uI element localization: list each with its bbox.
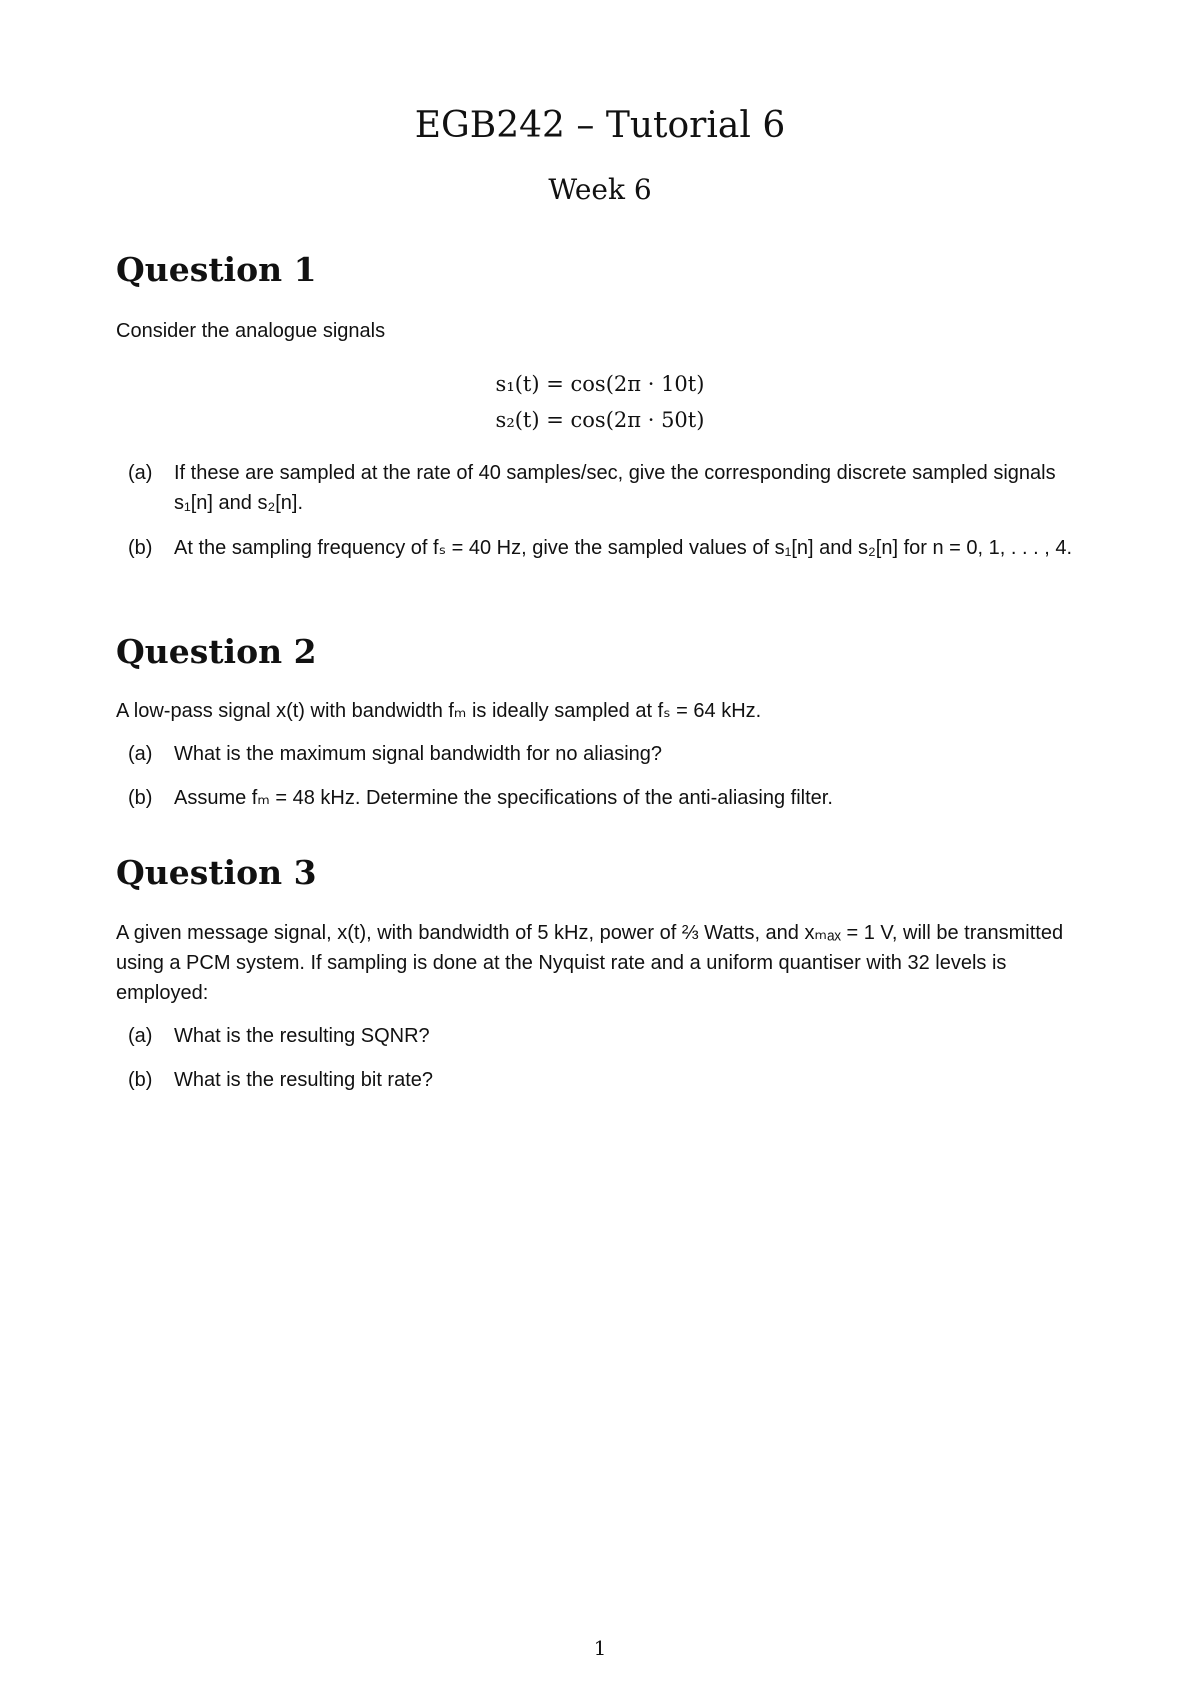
question-3-part-a <box>128 1021 1096 1051</box>
question-3-part-b <box>128 1065 1096 1095</box>
question-2-part-b <box>128 783 1096 813</box>
part-text: Assume fₘ = 48 kHz. Determine the specifications of the anti-aliasing filter. <box>174 787 833 809</box>
part-label: (b) <box>128 537 153 559</box>
question-3-intro: A given message signal, x(t), with bandwidth of 5 kHz, power of ⅔ Watts, and xₘₐₓ = 1 V, will be transmitted using a PCM system. If sampling is done at the Nyquist rate and a uniform quantiser with 32 levels is employed: <box>116 922 1064 1004</box>
part-text: What is the resulting SQNR? <box>174 1025 430 1047</box>
equation-s1: s₁(t) = cos(2π · 10t) <box>495 372 705 396</box>
question-1-part-b <box>128 533 1096 563</box>
page-subtitle: Week 6 <box>548 173 652 206</box>
part-label: (b) <box>128 787 153 809</box>
question-3-heading: Question 3 <box>116 853 317 892</box>
part-label: (a) <box>128 462 153 484</box>
question-2-intro: A low-pass signal x(t) with bandwidth fₘ is ideally sampled at fₛ = 64 kHz. <box>116 700 762 722</box>
question-1-intro: Consider the analogue signals <box>116 320 386 342</box>
question-1-part-a <box>128 458 1096 518</box>
part-text: What is the maximum signal bandwidth for no aliasing? <box>174 743 663 765</box>
part-label: (a) <box>128 743 153 765</box>
part-text: What is the resulting bit rate? <box>174 1069 434 1091</box>
part-label: (a) <box>128 1025 153 1047</box>
page-number: 1 <box>593 1636 607 1660</box>
question-1-heading: Question 1 <box>116 250 317 289</box>
part-text: At the sampling frequency of fₛ = 40 Hz, give the sampled values of s₁[n] and s₂[n] for n = 0, 1, . . . , 4. <box>174 537 1073 559</box>
part-text: If these are sampled at the rate of 40 samples/sec, give the corresponding discrete sampled signals s₁[n] and s₂[n]. <box>174 462 1056 514</box>
question-2-part-a <box>128 739 1096 769</box>
page-title: EGB242 – Tutorial 6 <box>414 105 786 146</box>
part-label: (b) <box>128 1069 153 1091</box>
equation-s2: s₂(t) = cos(2π · 50t) <box>495 408 705 432</box>
question-2-heading: Question 2 <box>116 632 317 671</box>
